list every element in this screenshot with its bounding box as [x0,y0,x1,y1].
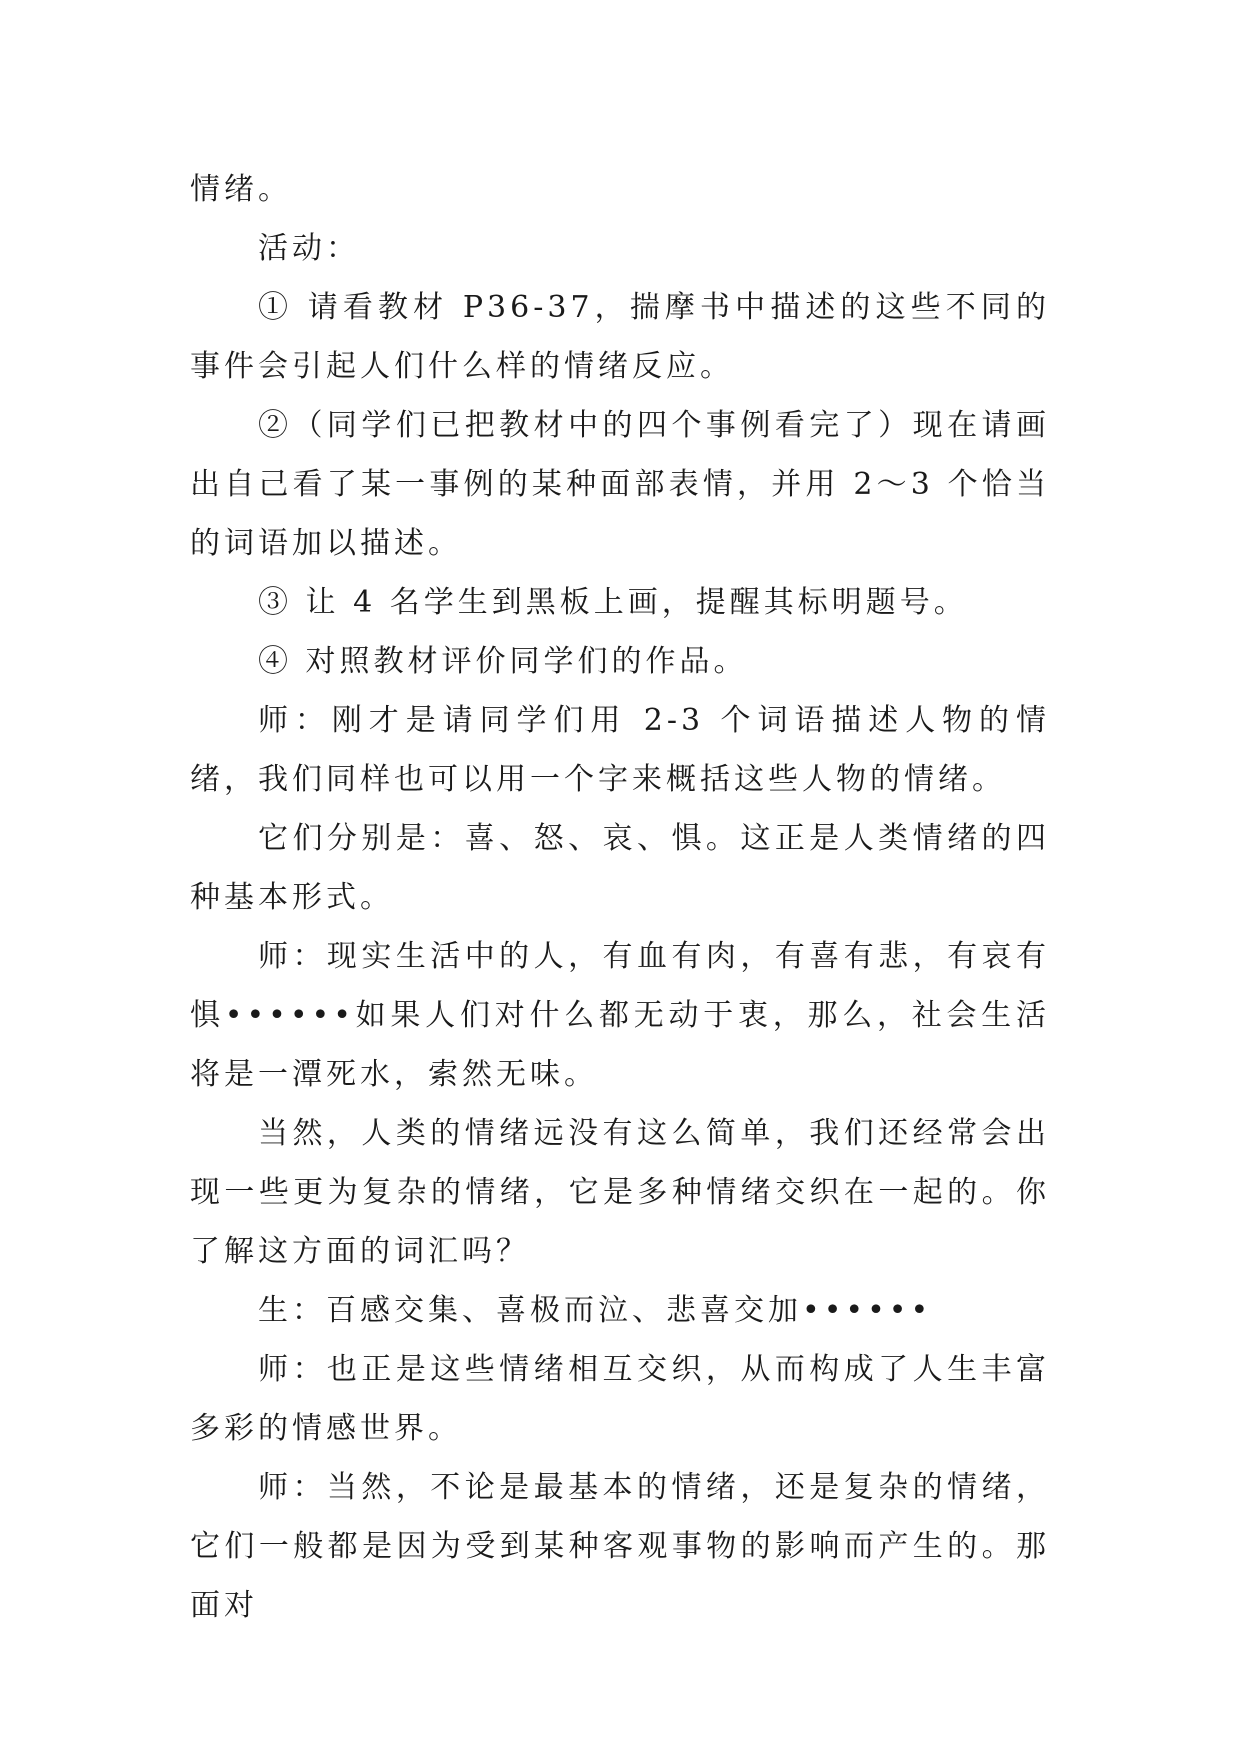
document-body [190,160,1050,1635]
paragraph: 师：当然，不论是最基本的情绪，还是复杂的情绪，它们一般都是因为受到某种客观事物的影响而产生的。那面对 [190,1470,1050,1623]
paragraph: 当然，人类的情绪远没有这么简单，我们还经常会出现一些更为复杂的情绪，它是多种情绪交织在一起的。你了解这方面的词汇吗？ [190,1116,1050,1269]
paragraph: 师：也正是这些情绪相互交织，从而构成了人生丰富多彩的情感世界。 [190,1352,1050,1446]
paragraph: ① 请看教材 P36-37，揣摩书中描述的这些不同的事件会引起人们什么样的情绪反应。 [190,290,1050,384]
paragraph: 情绪。 [190,172,292,207]
paragraph: ③ 让 4 名学生到黑板上画，提醒其标明题号。 [258,585,968,620]
paragraph: 活动： [258,231,360,266]
paragraph: ④ 对照教材评价同学们的作品。 [258,644,748,679]
paragraph: 师：刚才是请同学们用 2-3 个词语描述人物的情绪，我们同样也可以用一个字来概括这些人物的情绪。 [190,703,1050,797]
paragraph: 它们分别是：喜、怒、哀、惧。这正是人类情绪的四种基本形式。 [190,821,1050,915]
paragraph: 生：百感交集、喜极而泣、悲喜交加•••••• [258,1293,933,1328]
paragraph: ②（同学们已把教材中的四个事例看完了）现在请画出自己看了某一事例的某种面部表情，并用 2～3 个恰当的词语加以描述。 [190,408,1050,561]
paragraph: 师：现实生活中的人，有血有肉，有喜有悲，有哀有惧••••••如果人们对什么都无动于衷，那么，社会生活将是一潭死水，索然无味。 [190,939,1050,1092]
